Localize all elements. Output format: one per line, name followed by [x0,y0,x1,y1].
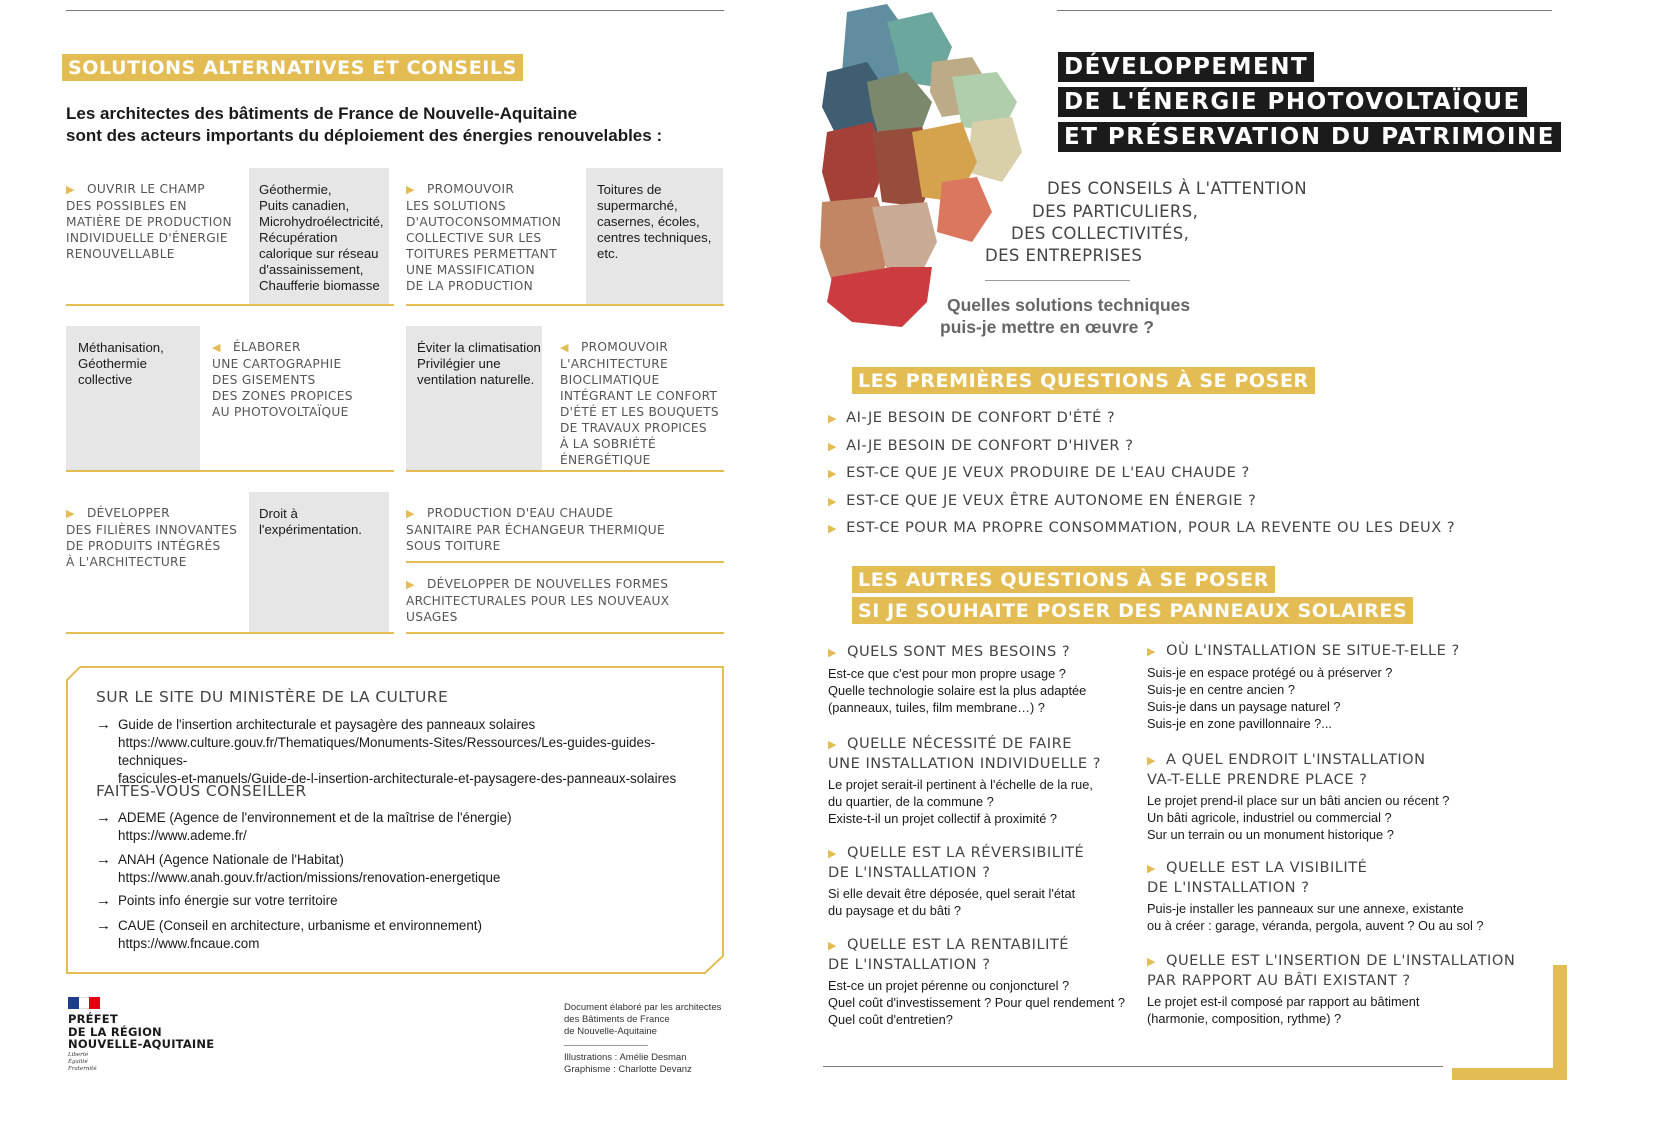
text-line: Microhydroélectricité, [259,214,384,229]
triangle-right-icon: ▶ [406,183,415,196]
link-item-guide-text [118,716,716,788]
text-line: MATIÈRE DE PRODUCTION [66,215,232,229]
text-line: Chaufferie biomasse [259,278,380,293]
text-line: COLLECTIVE SUR LES [406,231,542,245]
triangle-right-icon: ▶ [828,646,837,659]
cell-promouvoir-bioclimatique [560,339,724,468]
text-line: D'ÉTÉ ET LES BOUQUETS [560,405,719,419]
section-title-premieres: LES PREMIÈRES QUESTIONS À SE POSER [852,367,1315,394]
link-item-caue[interactable] [96,917,716,953]
text-line: USAGES [406,610,458,624]
text-line: DES ZONES PROPICES [212,389,353,403]
question-body-line: Puis-je installer les panneaux sur une annexe, existante [1147,901,1464,916]
question-body-line: Quel coût d'entretien? [828,1012,953,1027]
corner-accent-bottom [1452,1068,1567,1080]
main-title-line-1: DÉVELOPPEMENT [1058,52,1314,82]
intro-text [66,103,716,147]
grey-box-climatisation [406,326,542,471]
intro-line-2: sont des acteurs importants du déploiement des énergies renouvelables : [66,126,663,145]
cell-ouvrir-champ [66,181,246,262]
triangle-right-icon: ▶ [828,439,837,453]
question-block [828,935,1128,1028]
triangle-right-icon: ▶ [66,507,75,520]
main-title-line-3: ET PRÉSERVATION DU PATRIMOINE [1058,122,1561,152]
subtitle-line-3: DES COLLECTIVITÉS, [1011,224,1190,243]
question-block [828,734,1128,827]
text-line: À LA SOBRIÉTÉ [560,437,656,451]
text-line: Points info énergie sur votre territoire [118,893,338,908]
section-title-autres-line-1: LES AUTRES QUESTIONS À SE POSER [852,566,1275,593]
question-heading: PAR RAPPORT AU BÂTI EXISTANT ? [1147,972,1411,989]
text-line: CAUE (Conseil en architecture, urbanisme et environnement) [118,918,482,933]
question-block [1147,951,1547,1027]
question-body-line: (panneaux, tuiles, film membrane…) ? [828,700,1045,715]
subtitle-line-2: DES PARTICULIERS, [1032,202,1199,221]
first-question-4: ▶ EST-CE QUE JE VEUX ÊTRE AUTONOME EN ÉNERGIE ? [828,491,1257,509]
rule-r2-a [66,470,394,472]
triangle-right-icon: ▶ [1147,862,1156,875]
text-line: BIOCLIMATIQUE [560,373,660,387]
triangle-right-icon: ▶ [828,847,837,860]
text-line: DE TRAVAUX PROPICES [560,421,707,435]
triangle-left-icon: ◀ [212,341,221,354]
question-heading: DE L'INSTALLATION ? [828,956,991,973]
text-line: etc. [597,246,619,261]
subtitle-rule [985,280,1130,281]
cell-promouvoir-autoconsommation [406,181,584,294]
question-heading: ▶ OÙ L'INSTALLATION SE SITUE-T-ELLE ? [1147,642,1460,659]
intro-line-1: Les architectes des bâtiments de France de Nouvelle-Aquitaine [66,104,578,123]
question-body-line: Le projet serait-il pertinent à l'échelle de la rue, [828,777,1093,792]
question-heading: ▶ QUELLE NÉCESSITÉ DE FAIRE [828,735,1072,752]
triangle-right-icon: ▶ [828,522,837,535]
text-line: https://www.culture.gouv.fr/Thematiques/Monuments-Sites/Ressources/Les-guides-guides-techniques- [118,735,656,768]
text-line: UNE MASSIFICATION [406,263,535,277]
text-line: ▶ PROMOUVOIR [406,182,515,196]
text-line: SOUS TOITURE [406,539,501,553]
question-body-line: Quelle technologie solaire est la plus adaptée [828,683,1087,698]
text-line: LES SOLUTIONS [406,199,506,213]
top-rule-right [1057,10,1552,11]
section-title-autres [852,566,1413,624]
text-line: https://www.anah.gouv.fr/action/missions/renovation-energetique [118,870,501,885]
question-body-line: ou à créer : garage, véranda, pergola, auvent ? Ou au sol ? [1147,918,1484,933]
grey-box-toitures [586,168,723,305]
triangle-right-icon: ▶ [828,467,837,480]
text-line: collective [78,372,133,387]
question-heading: ▶ QUELS SONT MES BESOINS ? [828,643,1071,660]
question-block [828,843,1128,919]
section-title-autres-line-2: SI JE SOUHAITE POSER DES PANNEAUX SOLAIRES [852,597,1413,624]
text-line: des Bâtiments de France [564,1014,670,1025]
link-item-guide[interactable] [96,716,716,788]
text-line: UNE CARTOGRAPHIE [212,357,342,371]
links-heading-conseiller: FAITES-VOUS CONSEILLER [96,782,307,800]
text-line: DE PRODUITS INTÉGRÉS [66,539,221,553]
question-body-line: Sur un terrain ou un monument historique ? [1147,827,1394,842]
link-item-ademe-text [118,809,512,845]
text-line: ▶ PRODUCTION D'EAU CHAUDE [406,506,614,520]
credits-rule [564,1045,648,1046]
question-heading: ▶ QUELLE EST LA RENTABILITÉ [828,936,1070,953]
text-line: d'assainissement, [259,262,364,277]
triangle-right-icon: ▶ [406,507,415,520]
text-line: DE LA RÉGION [68,1024,162,1039]
question-heading: ▶ QUELLE EST LA VISIBILITÉ [1147,859,1368,876]
text-line: ▶ DÉVELOPPER [66,506,170,520]
text-line: INTÉGRANT LE CONFORT [560,389,718,403]
text-line: À L'ARCHITECTURE [66,555,187,569]
text-line: SANITAIRE PAR ÉCHANGEUR THERMIQUE [406,523,665,537]
text-line: ÉNERGÉTIQUE [560,453,651,467]
text-line: INDIVIDUELLE D'ÉNERGIE [66,231,228,245]
marianne-logo [68,997,100,1009]
text-line: Géothermie, [259,182,332,197]
arrow-right-icon: → [96,716,111,733]
link-item-caue-text [118,917,482,953]
text-line: Guide de l'insertion architecturale et paysagère des panneaux solaires [118,717,536,732]
question-block [1147,750,1547,843]
first-question-3: ▶ EST-CE QUE JE VEUX PRODUIRE DE L'EAU CHAUDE ? [828,464,1250,481]
text-line: Liberté [68,1052,89,1058]
question-heading: UNE INSTALLATION INDIVIDUELLE ? [828,755,1101,772]
text-line: PRÉFET [68,1012,118,1026]
text-line: Fraternité [68,1066,97,1072]
text-line: ADEME (Agence de l'environnement et de la maîtrise de l'énergie) [118,810,512,825]
arrow-right-icon: → [96,892,111,909]
text-line: Illustrations : Amélie Desman [564,1052,687,1063]
question-body-line: Le projet est-il composé par rapport au bâtiment [1147,994,1420,1009]
link-item-points-info[interactable] [96,892,716,910]
text-line: ▶ OUVRIR LE CHAMP [66,182,205,196]
question-body-line: Suis-je en zone pavillonnaire ?... [1147,716,1332,731]
link-item-ademe[interactable] [96,809,716,845]
first-question-5: ▶ EST-CE POUR MA PROPRE CONSOMMATION, POUR LA REVENTE OU LES DEUX ? [828,519,1456,536]
text-line: ventilation naturelle. [417,372,535,387]
links-box [66,666,724,974]
triangle-right-icon: ▶ [66,183,75,196]
subtitle-line-1: DES CONSEILS À L'ATTENTION [1047,179,1307,198]
question-body-line: Un bâti agricole, industriel ou commercial ? [1147,810,1392,825]
first-question-1: ▶ AI-JE BESOIN DE CONFORT D'ÉTÉ ? [828,409,1116,426]
text-line: casernes, écoles, [597,214,700,229]
main-title [1058,52,1561,152]
main-title-line-2: DE L'ÉNERGIE PHOTOVOLTAÏQUE [1058,87,1527,117]
rule-r3-b [406,561,724,563]
rule-r2-b [406,470,724,472]
motto [68,1052,97,1073]
arrow-right-icon: → [96,809,111,826]
links-heading-culture: SUR LE SITE DU MINISTÈRE DE LA CULTURE [96,688,449,706]
text-line: Document élaboré par les architectes [564,1002,722,1013]
text-line: NOUVELLE-AQUITAINE [68,1037,215,1051]
text-line: Géothermie [78,356,147,371]
prefet-name [68,1013,214,1051]
text-line: Privilégier une [417,356,501,371]
credits-illustrations [564,1052,692,1076]
question-heading: ▶ A QUEL ENDROIT L'INSTALLATION [1147,751,1426,768]
text-line: Égalité [68,1059,88,1065]
cell-developper-filieres [66,505,246,570]
triangle-right-icon: ▶ [1147,754,1156,767]
arrow-right-icon: → [96,851,111,868]
question-body-line: du paysage et du bâti ? [828,903,962,918]
question-body-line: (harmonie, composition, rythme) ? [1147,1011,1342,1026]
question-body-line: Suis-je dans un paysage naturel ? [1147,699,1341,714]
text-line: ARCHITECTURALES POUR LES NOUVEAUX [406,594,670,608]
text-line: ▶ DÉVELOPPER DE NOUVELLES FORMES [406,577,669,591]
first-questions-list [828,408,1528,539]
text-line: Graphisme : Charlotte Devanz [564,1064,692,1075]
question-body-line: du quartier, de la commune ? [828,794,994,809]
text-line: ANAH (Agence Nationale de l'Habitat) [118,852,344,867]
first-question-2: ▶ AI-JE BESOIN DE CONFORT D'HIVER ? [828,436,1134,454]
triangle-right-icon: ▶ [828,939,837,952]
text-line: l'expérimentation. [259,522,362,537]
grey-box-droit [249,492,389,633]
text-line: calorique sur réseau [259,246,379,261]
question-body-line: Est-ce un projet pérenne ou conjoncturel ? [828,978,1070,993]
question-body-line: Existe-t-il un projet collectif à proximité ? [828,811,1058,826]
text-line: RENOUVELLABLE [66,247,175,261]
triangle-right-icon: ▶ [406,578,415,591]
question-heading: VA-T-ELLE PRENDRE PLACE ? [1147,771,1368,788]
text-line: Récupération [259,230,338,245]
text-line: https://www.fncaue.com [118,936,260,951]
question-text [940,294,1190,338]
arrow-right-icon: → [96,917,111,934]
text-line: AU PHOTOVOLTAÏQUE [212,405,349,419]
credits-document [564,1002,721,1038]
question-body-line: Suis-je en centre ancien ? [1147,682,1295,697]
corner-accent [1553,965,1567,1080]
triangle-left-icon: ◀ [560,341,569,354]
rule-r1-b [406,304,724,306]
text-line: DES POSSIBLES EN [66,199,187,213]
triangle-right-icon: ▶ [828,738,837,751]
text-line: ◀ PROMOUVOIR [560,340,669,354]
text-line: centres techniques, [597,230,712,245]
triangle-right-icon: ▶ [1147,645,1156,658]
question-block [1147,641,1547,732]
question-heading: ▶ QUELLE EST L'INSERTION DE L'INSTALLATION [1147,952,1516,969]
question-line-1: Quelles solutions techniques [947,295,1191,315]
top-rule-left [66,10,724,11]
text-line: Méthanisation, [78,340,164,355]
question-heading: ▶ QUELLE EST LA RÉVERSIBILITÉ [828,844,1085,861]
text-line: de Nouvelle-Aquitaine [564,1026,657,1037]
section-title-solutions: SOLUTIONS ALTERNATIVES ET CONSEILS [62,54,523,81]
text-line: https://www.ademe.fr/ [118,828,247,843]
link-item-anah-text [118,851,500,887]
question-body-line: Si elle devait être déposée, quel serait l'état [828,886,1076,901]
link-item-points-info-text [118,892,338,910]
question-heading: DE L'INSTALLATION ? [828,864,991,881]
cell-production-eau [406,505,724,554]
region-map-illustration [812,2,1042,332]
grey-box-methanisation [66,326,200,471]
text-line: L'ARCHITECTURE [560,357,668,371]
cell-elaborer-cartographie [212,339,392,420]
bottom-rule-right [823,1066,1443,1067]
text-line: DE LA PRODUCTION [406,279,534,293]
grey-box-geothermie [249,168,389,305]
triangle-right-icon: ▶ [828,412,837,425]
question-heading: DE L'INSTALLATION ? [1147,879,1310,896]
triangle-right-icon: ▶ [1147,955,1156,968]
question-block [828,642,1128,716]
text-line: fascicules-et-manuels/Guide-de-l-insertion-architecturale-et-paysagere-des-panneaux-solaires [118,771,677,786]
rule-r1-a [66,304,394,306]
subtitle-line-4: DES ENTREPRISES [985,246,1143,265]
question-body-line: Le projet prend-il place sur un bâti ancien ou récent ? [1147,793,1450,808]
text-line: Droit à [259,506,298,521]
text-line: TOITURES PERMETTANT [406,247,557,261]
question-line-2: puis-je mettre en œuvre ? [940,317,1154,337]
cell-nouvelles-formes [406,576,724,625]
triangle-right-icon: ▶ [828,494,837,508]
question-block [1147,858,1547,934]
text-line: ◀ ÉLABORER [212,340,301,354]
text-line: DES GISEMENTS [212,373,316,387]
question-body-line: Est-ce que c'est pour mon propre usage ? [828,666,1066,681]
text-line: Puits canadien, [259,198,350,213]
text-line: Toitures de [597,182,662,197]
link-item-anah[interactable] [96,851,716,887]
rule-r3-a [66,632,394,634]
rule-r3-c [406,632,724,634]
question-body-line: Suis-je en espace protégé ou à préserver ? [1147,665,1393,680]
text-line: D'AUTOCONSOMMATION [406,215,562,229]
question-body-line: Quel coût d'investissement ? Pour quel rendement ? [828,995,1125,1010]
text-line: Éviter la climatisation [417,340,541,355]
text-line: supermarché, [597,198,678,213]
text-line: DES FILIÈRES INNOVANTES [66,523,238,537]
